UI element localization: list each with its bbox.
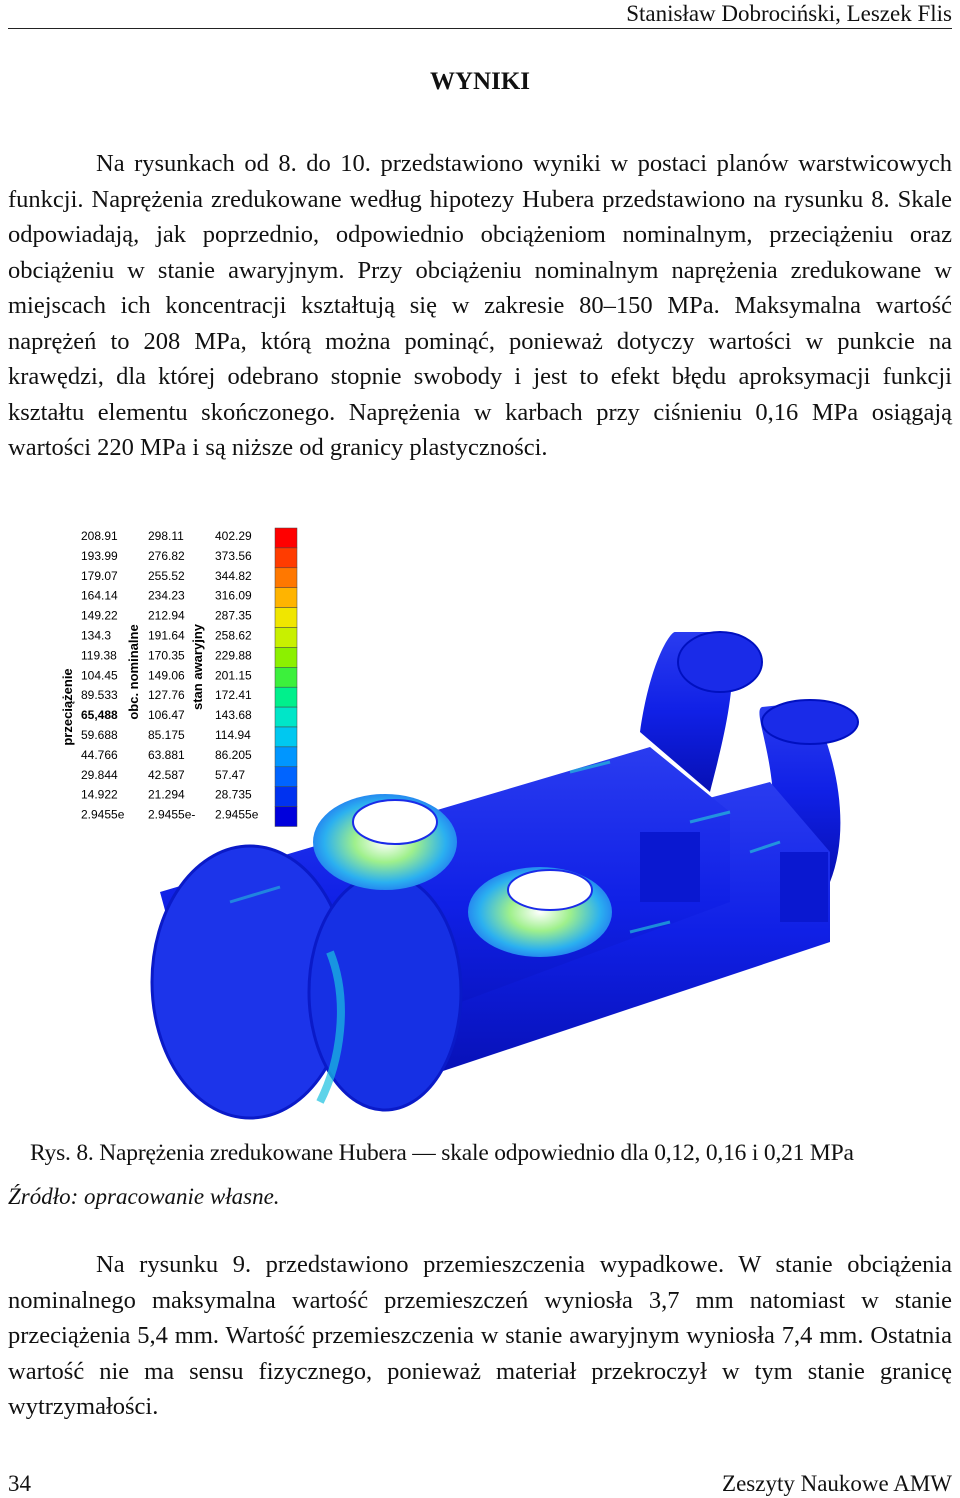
paragraph-displacements: Na rysunku 9. przedstawiono przemieszczenia wypadkowe. W stanie obciążenia nominalnego maksymalna wartość przemieszczeń wyniosła 3,7 mm natomiast w stanie przeciążenia 5,4 mm. Wartość przemieszczenia w stanie awaryjnym wyniosła 7,4 mm. Ostatnia wartość nie ma sensu fizycznego, ponieważ materiał przekroczył w tym stanie granicę wytrzymałości. bbox=[8, 1251, 952, 1420]
legend-value: 59.688 bbox=[81, 728, 118, 742]
journal-name: Zeszyty Naukowe AMW bbox=[722, 1471, 952, 1496]
legend-value: 65,488 bbox=[81, 708, 118, 723]
legend-value: 179.07 bbox=[81, 568, 118, 583]
legend-value: 63.881 bbox=[148, 747, 185, 762]
legend-swatch bbox=[275, 588, 297, 608]
page-number: 34 bbox=[8, 1471, 31, 1496]
legend-value: 402.29 bbox=[215, 529, 252, 543]
legend-value: 2.9455e bbox=[215, 807, 259, 822]
running-head-authors: Stanisław Dobrociński, Leszek Flis bbox=[626, 1, 952, 26]
header-rule bbox=[8, 28, 952, 29]
legend-value: 191.64 bbox=[148, 628, 185, 643]
legend-value: 44.766 bbox=[81, 747, 118, 762]
legend-swatch bbox=[275, 548, 297, 568]
legend-swatch bbox=[275, 568, 297, 588]
back-support bbox=[780, 852, 828, 922]
legend-swatch bbox=[275, 807, 297, 827]
legend-value: 28.735 bbox=[215, 787, 252, 802]
legend-value: 149.06 bbox=[148, 668, 185, 683]
legend-swatch bbox=[275, 747, 297, 767]
legend-value: 89.533 bbox=[81, 688, 118, 703]
legend-value: 2.9455e- bbox=[148, 807, 196, 822]
front-support bbox=[640, 832, 700, 902]
legend-value: 42.587 bbox=[148, 767, 185, 782]
legend-value: 14.922 bbox=[81, 787, 118, 802]
legend-swatch bbox=[275, 687, 297, 707]
nozzle-1-opening bbox=[353, 800, 437, 844]
nozzle-2-opening bbox=[508, 870, 592, 910]
legend-value: 287.35 bbox=[215, 608, 252, 623]
scale-label-overload: przeciążenie bbox=[60, 668, 75, 746]
legend-value: 229.88 bbox=[215, 648, 252, 663]
legend-value: 373.56 bbox=[215, 548, 252, 563]
paragraph-results: Na rysunkach od 8. do 10. przedstawiono wyniki w postaci planów warstwicowych funkcji. Naprężenia zredukowane według hipotezy Hubera przedstawiono na rysunku 8. Skale odpowiadają, jak poprzednio, odpowiednio obciążeniom nominalnym, przeciążeniu oraz obciążeniu w stanie awaryjnym. Przy obciążeniu nominalnym naprężenia zredukowane w miejscach ich koncentracji kształtują się w zakresie 80–150 MPa. Maksymalna wartość naprężeń to 208 MPa, którą można pominąć, ponieważ dotyczy wartości w punkcie na krawędzi, dla której odebrano stopnie swobody i jest to efekt błędu aproksymacji funkcji kształtu elementu skończonego. Naprężenia w karbach przy ciśnieniu 0,16 MPa osiągają wartości 220 MPa i są niższe od granicy plastyczności. bbox=[8, 150, 952, 461]
legend-value: 164.14 bbox=[81, 588, 118, 603]
figure-caption: Rys. 8. Naprężenia zredukowane Hubera — skale odpowiednio dla 0,12, 0,16 i 0,21 MPa bbox=[30, 1140, 854, 1166]
section-title: WYNIKI bbox=[429, 68, 530, 95]
scale-label-emergency: stan awaryjny bbox=[190, 624, 205, 710]
legend-value: 85.175 bbox=[148, 728, 185, 742]
back-pipe-outlet bbox=[762, 700, 858, 744]
legend-swatch bbox=[275, 667, 297, 687]
legend-value: 208.91 bbox=[81, 529, 118, 543]
legend-value: 212.94 bbox=[148, 608, 185, 623]
legend-swatch bbox=[275, 707, 297, 727]
figure-source: Źródło: opracowanie własne. bbox=[8, 1184, 280, 1209]
legend-value: 21.294 bbox=[148, 787, 185, 802]
legend-swatch bbox=[275, 528, 297, 548]
legend-value: 201.15 bbox=[215, 668, 252, 683]
legend-value: 193.99 bbox=[81, 548, 118, 563]
fea-stress-plot bbox=[50, 522, 910, 1122]
legend-value: 106.47 bbox=[148, 708, 185, 723]
legend-value: 234.23 bbox=[148, 588, 185, 603]
legend-value: 86.205 bbox=[215, 747, 252, 762]
legend-value: 57.47 bbox=[215, 767, 246, 782]
legend-value: 344.82 bbox=[215, 568, 252, 583]
legend-value: 119.38 bbox=[81, 648, 117, 663]
legend-swatch bbox=[275, 647, 297, 667]
legend-value: 134.3 bbox=[81, 628, 112, 643]
legend-value: 104.45 bbox=[81, 668, 118, 683]
legend-value: 114.94 bbox=[215, 728, 251, 742]
legend-swatch bbox=[275, 787, 297, 807]
legend-value: 143.68 bbox=[215, 708, 252, 723]
fea-model bbox=[152, 632, 858, 1118]
legend-values bbox=[81, 529, 259, 822]
legend-value: 2.9455e bbox=[81, 807, 125, 822]
stress-figure bbox=[50, 522, 910, 1122]
legend-swatch bbox=[275, 767, 297, 787]
legend-value: 276.82 bbox=[148, 548, 185, 563]
legend-value: 258.62 bbox=[215, 628, 252, 643]
legend-value: 149.22 bbox=[81, 608, 118, 623]
legend-value: 298.11 bbox=[148, 529, 184, 543]
legend-color-bar bbox=[275, 528, 297, 827]
legend-value: 29.844 bbox=[81, 767, 118, 782]
scale-label-nominal: obc. nominalne bbox=[126, 624, 141, 720]
legend-value: 170.35 bbox=[148, 648, 185, 663]
legend-value: 127.76 bbox=[148, 688, 185, 703]
legend-swatch bbox=[275, 608, 297, 628]
legend-value: 316.09 bbox=[215, 588, 252, 603]
legend-value: 255.52 bbox=[148, 568, 185, 583]
legend-swatch bbox=[275, 727, 297, 747]
legend-value: 172.41 bbox=[215, 688, 252, 703]
front-pipe-outlet bbox=[678, 632, 762, 692]
legend-swatch bbox=[275, 628, 297, 648]
